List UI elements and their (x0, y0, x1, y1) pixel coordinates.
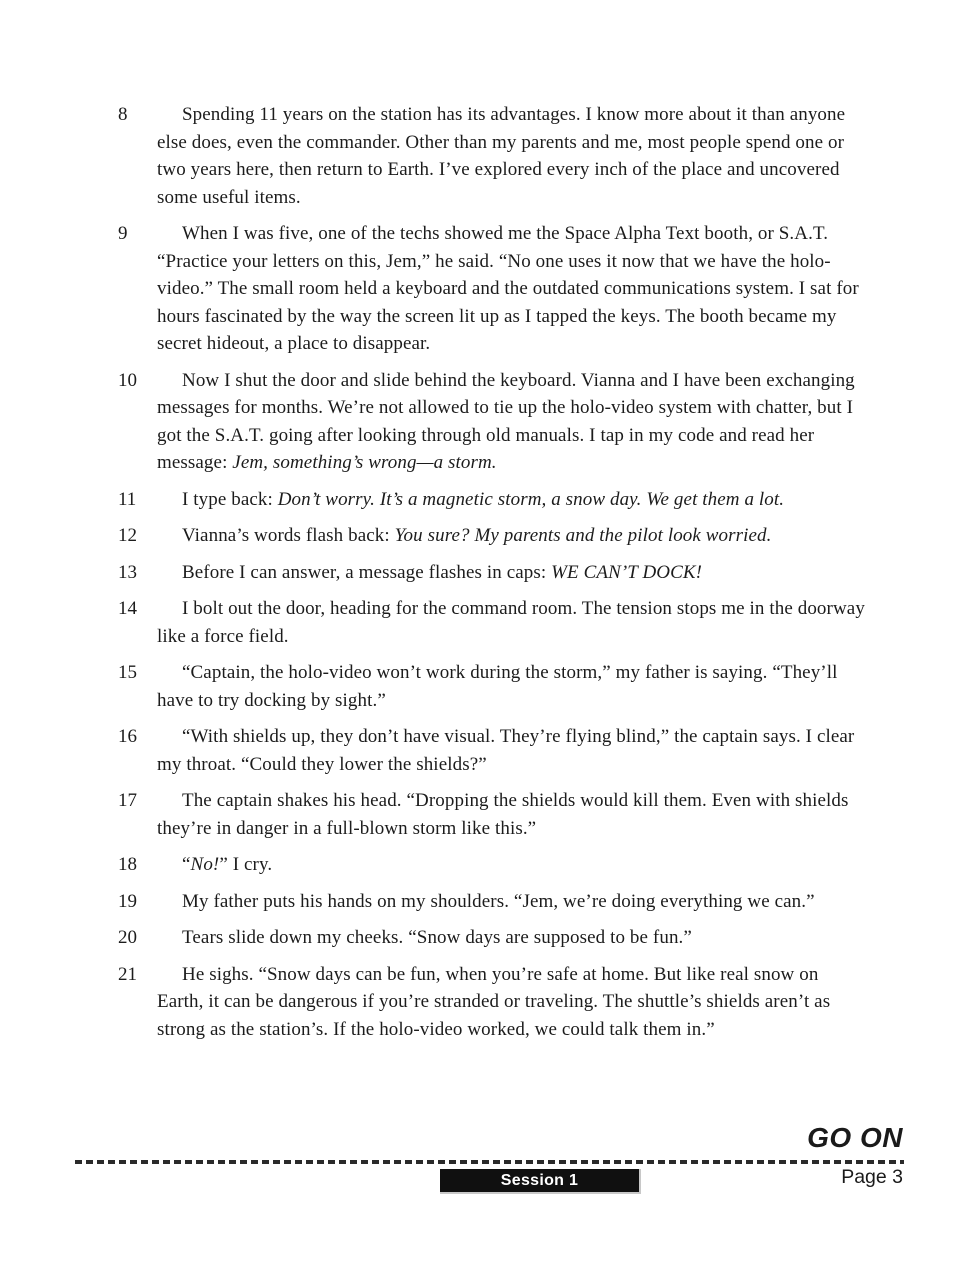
paragraph-text: My father puts his hands on my shoulders. “Jem, we’re doing everything we can.” (182, 890, 815, 912)
paragraph-text: I bolt out the door, heading for the command room. The tension stops me in the doorway like a force field. (157, 598, 865, 647)
paragraph-number: 10 (118, 369, 137, 391)
go-on-label: GO ON (807, 1122, 903, 1153)
passage-paragraph (118, 522, 868, 550)
passage-paragraph (118, 559, 868, 587)
passage-paragraph (118, 659, 868, 714)
passage-paragraph (118, 101, 868, 211)
paragraph-number: 15 (118, 662, 137, 683)
session-label: Session 1 (500, 1171, 579, 1189)
passage-body (118, 101, 868, 1052)
paragraph-text: When I was five, one of the techs showed me the Space Alpha Text booth, or S.A.T. “Practice your letters on this, Jem,” he said. “No one uses it now that we have the holo-video.” The small room held a keyboard and the outdated communications system. I sat for hours fascinated by the way the screen lit up as I tapped the keys. The booth became my secret hideout, a place to disappear. (157, 223, 859, 354)
page-number: Page 3 (841, 1166, 903, 1188)
paragraph-number: 20 (118, 927, 137, 948)
passage-paragraph (118, 486, 868, 514)
passage-paragraph (118, 595, 868, 650)
passage-paragraph (118, 961, 868, 1044)
paragraph-text: I type back: Don’t worry. It’s a magnetic storm, a snow day. We get them a lot. (182, 488, 785, 510)
paragraph-number: 9 (118, 223, 128, 244)
passage-paragraph (118, 924, 868, 952)
paragraph-number: 19 (118, 890, 137, 912)
paragraph-text: Vianna’s words flash back: You sure? My parents and the pilot look worried. (182, 525, 772, 546)
paragraph-number: 21 (118, 963, 137, 985)
paragraph-number: 17 (118, 790, 137, 811)
paragraph-text: Before I can answer, a message flashes in caps: WE CAN’T DOCK! (182, 561, 703, 583)
paragraph-number: 11 (118, 488, 137, 510)
passage-paragraph (118, 220, 868, 358)
paragraph-number: 13 (118, 561, 137, 583)
passage-paragraph (118, 888, 868, 916)
paragraph-number: 14 (118, 598, 137, 619)
paragraph-number: 12 (118, 525, 137, 546)
passage-paragraph (118, 787, 868, 842)
paragraph-number: 16 (118, 726, 137, 747)
paragraph-text: The captain shakes his head. “Dropping the shields would kill them. Even with shields they’re in danger in a full-blown storm like this.” (157, 790, 849, 839)
passage-paragraph (118, 723, 868, 778)
paragraph-text: Spending 11 years on the station has its advantages. I know more about it than anyone else does, even the commander. Other than my parents and me, most people spend one or two years here, then return to Earth. I’ve explored every inch of the place and uncovered some useful items. (157, 104, 846, 208)
session-badge (440, 1169, 641, 1194)
passage-paragraph (118, 851, 868, 879)
paragraph-text: “Captain, the holo-video won’t work during the storm,” my father is saying. “They’ll have to try docking by sight.” (157, 662, 838, 711)
paragraph-text: Tears slide down my cheeks. “Snow days are supposed to be fun.” (182, 927, 692, 948)
paragraph-text: Now I shut the door and slide behind the keyboard. Vianna and I have been exchanging messages for months. We’re not allowed to tie up the holo-video system with chatter, but I got the S.A.T. going after looking through old manuals. I tap in my code and read her message: Jem, something’s wrong—a storm. (157, 369, 855, 473)
paragraph-text: “With shields up, they don’t have visual. They’re flying blind,” the captain says. I clear my throat. “Could they lower the shields?” (157, 726, 855, 775)
passage-paragraph (118, 367, 868, 477)
paragraph-number: 18 (118, 854, 137, 875)
paragraph-number: 8 (118, 104, 128, 125)
paragraph-text: He sighs. “Snow days can be fun, when you’re safe at home. But like real snow on Earth, it can be dangerous if you’re stranded or traveling. The shuttle’s shields aren’t as strong as the station’s. If the holo-video worked, we could talk them in.” (157, 963, 831, 1040)
paragraph-text: “No!” I cry. (182, 854, 273, 875)
dashed-divider (75, 1160, 904, 1164)
